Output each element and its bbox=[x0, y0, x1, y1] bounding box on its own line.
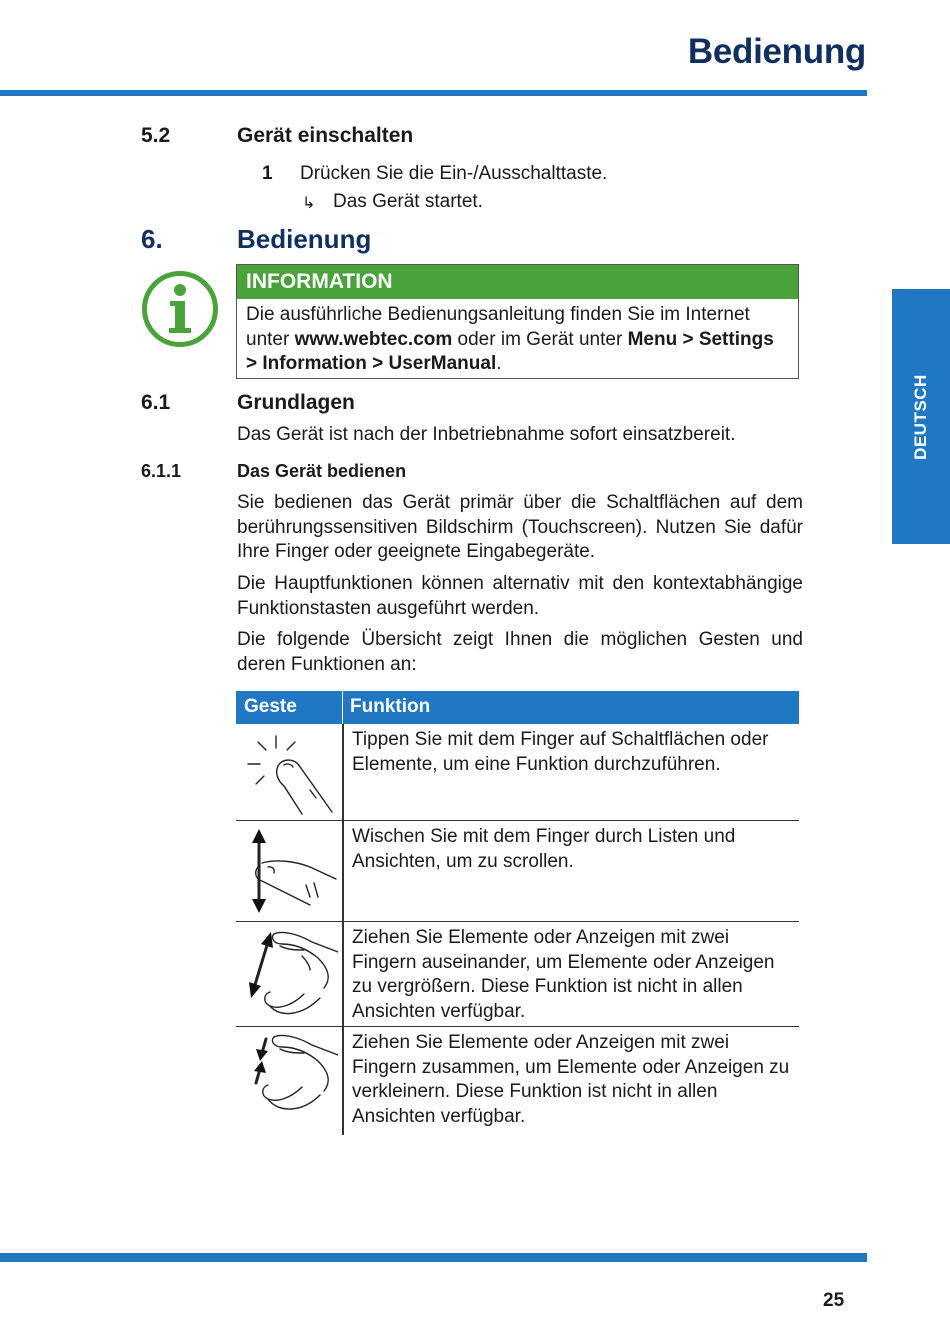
gesture-description: Tippen Sie mit dem Finger auf Schaltflächen oder Elemente, um eine Funktion durchzuführen. bbox=[352, 729, 769, 775]
information-link[interactable]: www.webtec.com bbox=[294, 328, 453, 350]
result-text: Das Gerät startet. bbox=[333, 191, 483, 212]
section-title-6-1-1: Das Gerät bedienen bbox=[237, 461, 407, 481]
step-text: Drücken Sie die Ein-/Ausschalttaste. bbox=[300, 163, 608, 184]
information-box bbox=[236, 264, 799, 379]
gesture-table bbox=[236, 691, 799, 1135]
column-divider bbox=[342, 821, 344, 921]
information-icon bbox=[141, 270, 219, 348]
gesture-description: Ziehen Sie Elemente oder Anzeigen mit zwei Fingern zusammen, um Elemente oder Anzeigen zu verkleinern. Diese Funktion ist nicht in allen Ansichten verfügbar. bbox=[352, 1032, 790, 1127]
column-divider bbox=[342, 922, 344, 1026]
header-rule bbox=[0, 90, 867, 96]
paragraph-3: Die folgende Übersicht zeigt Ihnen die möglichen Gesten und deren Funktionen an: bbox=[237, 629, 803, 675]
gesture-description: Wischen Sie mit dem Finger durch Listen und Ansichten, um zu scrollen. bbox=[352, 826, 736, 872]
information-text-part: Die ausführliche Bedienungsanleitung finden Sie im Internet unter bbox=[246, 304, 750, 350]
column-divider bbox=[342, 1027, 344, 1135]
result-arrow-icon: ↳ bbox=[302, 195, 316, 212]
information-menu-path: Menu > Settings > Information > UserManual bbox=[246, 328, 774, 374]
table-row bbox=[236, 922, 799, 1027]
footer-rule bbox=[0, 1253, 867, 1262]
tap-gesture-icon bbox=[240, 728, 338, 816]
gesture-description: Ziehen Sie Elemente oder Anzeigen mit zwei Fingern auseinander, um Elemente oder Anzeigen zu vergrößern. Diese Funktion ist nicht in allen Ansichten verfügbar. bbox=[352, 927, 775, 1022]
header-gesture: Geste bbox=[244, 696, 297, 717]
language-tab bbox=[892, 289, 950, 544]
section-title-5-2: Gerät einschalten bbox=[237, 124, 414, 147]
section-number-5-2: 5.2 bbox=[141, 124, 171, 147]
column-divider bbox=[342, 724, 344, 820]
information-text bbox=[237, 299, 798, 381]
language-tab-label: DEUTSCH bbox=[911, 373, 930, 460]
spread-gesture-icon bbox=[240, 926, 338, 1022]
paragraph-1: Sie bedienen das Gerät primär über die Schaltflächen auf dem berührungssensitiven Bildschirm (Touchscreen). Nutzen Sie dafür Ihre Finger oder geeignete Eingabegeräte. bbox=[237, 492, 803, 562]
section-title-6: Bedienung bbox=[237, 224, 372, 254]
table-row bbox=[236, 1027, 799, 1135]
section-number-6-1: 6.1 bbox=[141, 391, 171, 414]
information-text-part: oder im Gerät unter bbox=[452, 328, 628, 350]
information-text-part: . bbox=[496, 353, 502, 374]
header-divider bbox=[342, 691, 343, 724]
pinch-gesture-icon bbox=[240, 1031, 338, 1127]
page-header-title: Bedienung bbox=[687, 32, 866, 71]
page-number: 25 bbox=[823, 1290, 845, 1311]
information-heading: INFORMATION bbox=[237, 265, 798, 299]
table-row bbox=[236, 724, 799, 821]
header-function: Funktion bbox=[350, 696, 431, 717]
section-number-6: 6. bbox=[141, 224, 163, 254]
section-6-1-text: Das Gerät ist nach der Inbetriebnahme sofort einsatzbereit. bbox=[237, 424, 736, 445]
section-number-6-1-1: 6.1.1 bbox=[141, 461, 182, 481]
step-number: 1 bbox=[262, 163, 273, 184]
table-row bbox=[236, 821, 799, 922]
paragraph-2: Die Hauptfunktionen können alternativ mit den kontextabhängige Funktionstasten ausgeführt werden. bbox=[237, 573, 803, 619]
swipe-gesture-icon bbox=[240, 825, 338, 917]
section-title-6-1: Grundlagen bbox=[237, 391, 355, 414]
table-header bbox=[236, 691, 799, 724]
